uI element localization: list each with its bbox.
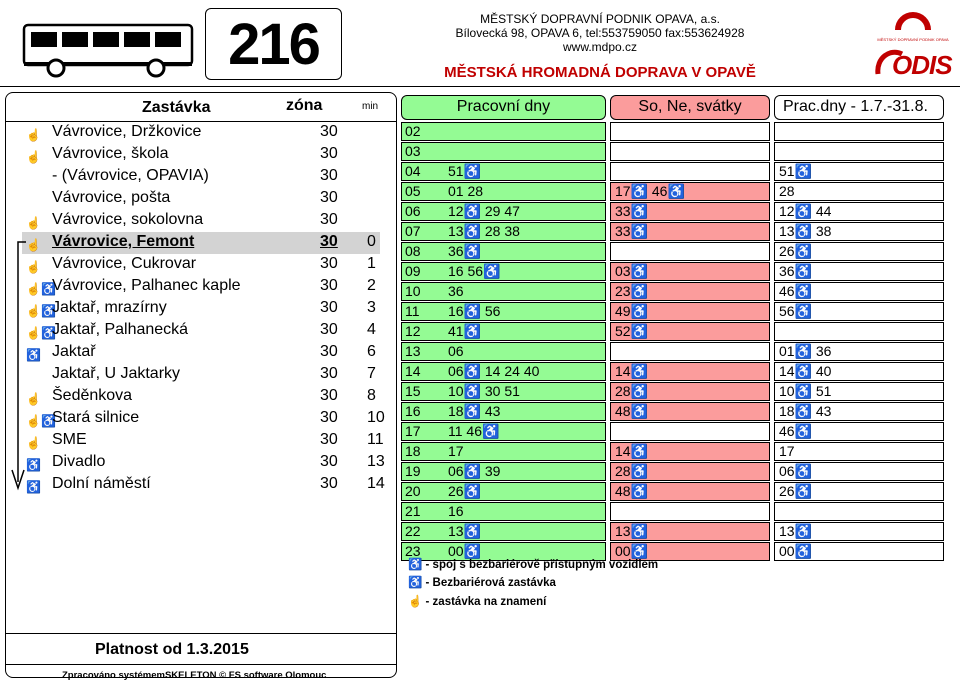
weekend-cell: 28♿ (610, 462, 770, 481)
stop-minutes: 6 (367, 343, 376, 360)
summer-header: Prac.dny - 1.7.-31.8. (774, 95, 944, 120)
weekend-cell: 14♿ (610, 442, 770, 461)
workday-cell: 06♿ 39 (401, 462, 606, 481)
stop-row (22, 474, 385, 496)
workday-cell: 11 46♿ (401, 422, 606, 441)
weekend-cell: 03♿ (610, 262, 770, 281)
hour-label: 17 (405, 423, 421, 439)
weekend-cell (610, 342, 770, 361)
stop-row (22, 144, 380, 166)
stop-zone: 30 (320, 431, 338, 448)
stop-name: Divadlo (52, 453, 106, 470)
stop-zone: 30 (320, 167, 338, 184)
hand-icon: ☝ (26, 392, 41, 406)
hour-label: 11 (405, 303, 420, 319)
hour-label: 20 (405, 483, 421, 499)
weekend-cell (610, 242, 770, 261)
direction-arrow-icon (8, 236, 30, 496)
stop-name: Jaktař, Palhanecká (52, 321, 189, 338)
stop-header: Zastávka (142, 99, 211, 116)
workday-cell: 18♿ 43 (401, 402, 606, 421)
stop-name: Vávrovice, škola (52, 145, 169, 162)
stop-row (22, 232, 380, 254)
hour-label: 23 (405, 543, 421, 559)
legend-request-stop: ☝ - zastávka na znamení (408, 596, 547, 608)
hour-label: 06 (405, 203, 421, 219)
stop-row (22, 254, 380, 276)
logo-small-text: MĚSTSKÝ DOPRAVNÍ PODNIK OPAVA (877, 37, 949, 42)
bus-icon (22, 22, 194, 78)
hand-icon: ☝ (26, 436, 41, 450)
route-number: 216 (205, 8, 342, 80)
minutes-header: min (362, 101, 379, 112)
stop-zone: 30 (320, 453, 338, 470)
stop-row (22, 276, 380, 298)
stop-row (22, 452, 385, 474)
weekend-cell: 48♿ (610, 402, 770, 421)
stop-zone: 30 (320, 321, 338, 338)
weekend-cell: 17♿ 46♿ (610, 182, 770, 201)
workday-cell: 12♿ 29 47 (401, 202, 606, 221)
validity-text: Platnost od 1.3.2015 (95, 641, 249, 658)
hour-label: 22 (405, 523, 421, 539)
stop-row (22, 188, 380, 210)
hand-icon: ☝ (26, 238, 41, 252)
hour-label: 12 (405, 323, 421, 339)
company-name: MĚSTSKÝ DOPRAVNÍ PODNIK OPAVA, a.s. (480, 12, 720, 26)
stop-row (22, 166, 380, 188)
summer-cell: 12♿ 44 (774, 202, 944, 221)
hand-icon: ☝ (26, 216, 41, 230)
summer-cell: 46♿ (774, 422, 944, 441)
stop-row (22, 342, 380, 364)
summer-cell: 51♿ (774, 162, 944, 181)
summer-cell: 28 (774, 182, 944, 201)
brand-title: MĚSTSKÁ HROMADNÁ DOPRAVA V OPAVĚ (444, 64, 756, 81)
stop-zone: 30 (320, 475, 338, 492)
stop-zone: 30 (320, 211, 338, 228)
hour-label: 02 (405, 123, 421, 139)
workday-cell: 06♿ 14 24 40 (401, 362, 606, 381)
weekend-cell: 14♿ (610, 362, 770, 381)
stop-zone: 30 (320, 365, 338, 382)
stop-minutes: 8 (367, 387, 376, 404)
stop-name: Stará silnice (52, 409, 140, 426)
stop-name: SME (52, 431, 87, 448)
stop-name: Vávrovice, Palhanec kaple (52, 277, 241, 294)
workday-cell: 13♿ (401, 522, 606, 541)
summer-cell: 13♿ (774, 522, 944, 541)
weekend-cell: 23♿ (610, 282, 770, 301)
legend-accessible-vehicle: ♿ - spoj s bezbariérově přístupným vozidlem (408, 559, 659, 571)
stop-row (22, 210, 380, 232)
workday-cell: 13♿ 28 38 (401, 222, 606, 241)
hour-label: 14 (405, 363, 421, 379)
weekend-cell: 33♿ (610, 202, 770, 221)
stop-zone: 30 (320, 299, 338, 316)
summer-cell: 26♿ (774, 242, 944, 261)
stop-minutes: 7 (367, 365, 376, 382)
stop-name: Dolní náměstí (52, 475, 151, 492)
workday-cell: 17 (401, 442, 606, 461)
weekend-cell (610, 122, 770, 141)
workday-cell: 51♿ (401, 162, 606, 181)
workday-cell: 16♿ 56 (401, 302, 606, 321)
summer-cell: 46♿ (774, 282, 944, 301)
hour-label: 21 (405, 503, 421, 519)
stop-zone: 30 (320, 277, 338, 294)
workday-cell: 16 (401, 502, 606, 521)
hand-icon: ☝ (26, 326, 41, 340)
weekend-cell: 48♿ (610, 482, 770, 501)
weekend-cell: 13♿ (610, 522, 770, 541)
stop-name: Jaktař (52, 343, 96, 360)
company-web: www.mdpo.cz (562, 40, 638, 54)
stop-row (22, 122, 380, 144)
hand-icon: ☝ (26, 260, 41, 274)
workday-cell: 26♿ (401, 482, 606, 501)
stop-minutes: 10 (367, 409, 385, 426)
stop-row (22, 430, 384, 452)
stop-zone: 30 (320, 233, 338, 250)
hour-label: 13 (405, 343, 421, 359)
stop-row (22, 364, 380, 386)
stop-minutes: 0 (367, 233, 376, 250)
accessible-stop-icon: ♿ (26, 480, 41, 494)
workday-cell: 36♿ (401, 242, 606, 261)
stop-minutes: 14 (367, 475, 385, 492)
footer-divider-2 (6, 664, 396, 665)
weekend-cell: 00♿ (610, 542, 770, 561)
stop-name: Vávrovice, sokolovna (52, 211, 204, 228)
weekend-cell: 52♿ (610, 322, 770, 341)
hour-label: 05 (405, 183, 421, 199)
summer-cell (774, 122, 944, 141)
summer-cell (774, 142, 944, 161)
weekend-cell: 28♿ (610, 382, 770, 401)
stop-zone: 30 (320, 189, 338, 206)
wheelchair-icon: ♿ (408, 559, 423, 571)
summer-cell: 01♿ 36 (774, 342, 944, 361)
company-address: Bílovecká 98, OPAVA 6, tel:553759050 fax:553624928 (455, 26, 745, 40)
workday-cell: 10♿ 30 51 (401, 382, 606, 401)
mdpo-arc-icon (868, 10, 958, 32)
legend-accessible-stop: ♿ - Bezbariérová zastávka (408, 577, 556, 589)
stop-zone: 30 (320, 145, 338, 162)
stop-zone: 30 (320, 255, 338, 272)
stop-zone: 30 (320, 409, 338, 426)
stop-row (22, 408, 385, 430)
stop-minutes: 13 (367, 453, 385, 470)
summer-cell: 17 (774, 442, 944, 461)
summer-cell: 06♿ (774, 462, 944, 481)
hand-icon: ☝ (26, 304, 41, 318)
stop-row (22, 386, 380, 408)
accessible-stop-icon: ♿ (40, 304, 56, 318)
summer-cell (774, 502, 944, 521)
odis-logo-text: ODIS (892, 50, 952, 80)
stop-name: Vávrovice, Držkovice (52, 123, 202, 140)
hour-label: 19 (405, 463, 421, 479)
workday-cell: 00♿ (401, 542, 606, 561)
stop-name: Jaktař, mrazírny (52, 299, 167, 316)
stop-minutes: 4 (367, 321, 376, 338)
weekend-cell: 49♿ (610, 302, 770, 321)
stop-minutes: 1 (367, 255, 376, 272)
stop-minutes: 11 (367, 431, 384, 448)
stop-name: Vávrovice, pošta (52, 189, 171, 206)
summer-cell: 18♿ 43 (774, 402, 944, 421)
hour-label: 03 (405, 143, 421, 159)
summer-cell: 36♿ (774, 262, 944, 281)
hand-icon: ☝ (26, 128, 41, 142)
hour-label: 18 (405, 443, 421, 459)
hand-icon: ☝ (26, 282, 41, 296)
stop-row (22, 298, 380, 320)
summer-cell: 26♿ (774, 482, 944, 501)
summer-cell: 14♿ 40 (774, 362, 944, 381)
stop-minutes: 2 (367, 277, 376, 294)
stop-name: Vávrovice, Femont (52, 233, 195, 250)
stop-name: - (Vávrovice, OPAVIA) (52, 167, 209, 184)
hour-label: 09 (405, 263, 421, 279)
stop-zone: 30 (320, 387, 338, 404)
workday-cell (401, 142, 606, 161)
accessible-stop-icon: ♿ (26, 348, 41, 362)
summer-cell: 13♿ 38 (774, 222, 944, 241)
workday-cell: 01 28 (401, 182, 606, 201)
stop-zone: 30 (320, 343, 338, 360)
workdays-header: Pracovní dny (401, 95, 606, 120)
workday-cell: 06 (401, 342, 606, 361)
hour-label: 04 (405, 163, 421, 179)
hour-label: 16 (405, 403, 421, 419)
weekend-cell (610, 142, 770, 161)
header-divider (0, 86, 960, 87)
hour-label: 08 (405, 243, 421, 259)
accessible-stop-icon: ♿ (40, 414, 56, 428)
software-credit: Zpracováno systémemSKELETON © FS software Olomouc (62, 670, 327, 681)
hand-icon: ☝ (26, 150, 41, 164)
stop-name: Jaktař, U Jaktarky (52, 365, 181, 382)
mdpo-logo (868, 10, 958, 84)
weekends-header: So, Ne, svátky (610, 95, 770, 120)
hour-label: 15 (405, 383, 421, 399)
workday-cell: 16 56♿ (401, 262, 606, 281)
stop-row (22, 320, 380, 342)
weekend-cell (610, 162, 770, 181)
summer-cell (774, 322, 944, 341)
hand-icon: ☝ (26, 414, 41, 428)
hour-label: 07 (405, 223, 421, 239)
summer-cell: 00♿ (774, 542, 944, 561)
workday-cell: 36 (401, 282, 606, 301)
footer-divider (6, 633, 396, 634)
accessible-stop-icon: ♿ (40, 282, 56, 296)
accessible-stop-icon: ♿ (408, 577, 423, 589)
zone-header: zóna (286, 97, 323, 114)
weekend-cell (610, 422, 770, 441)
workday-cell: 41♿ (401, 322, 606, 341)
hour-label: 10 (405, 283, 421, 299)
workday-cell (401, 122, 606, 141)
weekend-cell: 33♿ (610, 222, 770, 241)
accessible-stop-icon: ♿ (26, 458, 41, 472)
summer-cell: 10♿ 51 (774, 382, 944, 401)
stop-minutes: 3 (367, 299, 376, 316)
stop-name: Šeděnkova (52, 387, 133, 404)
weekend-cell (610, 502, 770, 521)
summer-cell: 56♿ (774, 302, 944, 321)
stop-zone: 30 (320, 123, 338, 140)
accessible-stop-icon: ♿ (40, 326, 56, 340)
hand-icon: ☝ (408, 596, 423, 608)
stop-name: Vávrovice, Cukrovar (52, 255, 197, 272)
